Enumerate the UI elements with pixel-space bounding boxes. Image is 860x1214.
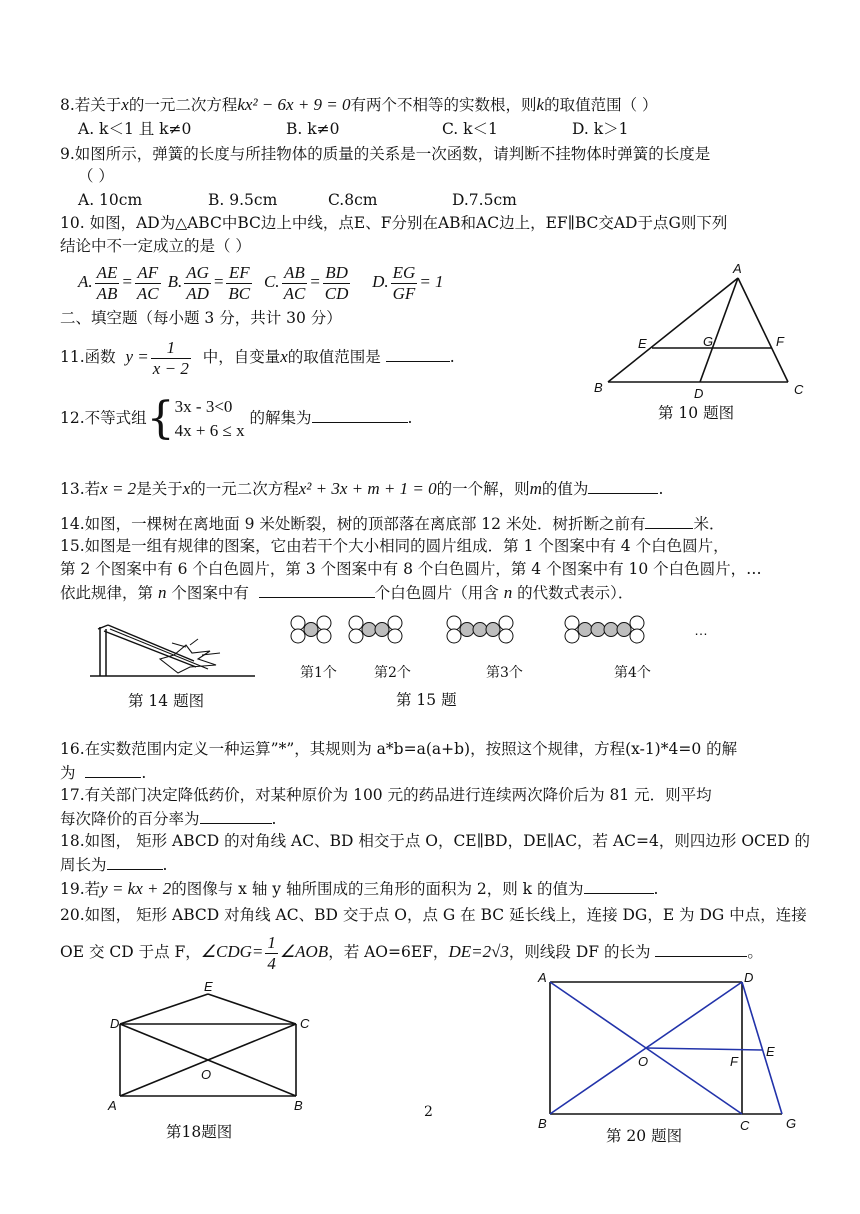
q12-stem: 12.不等式组{ 3x - 3<0 4x + 6 ≤ x 的解集为 . <box>60 393 413 444</box>
q20-point-f: F <box>730 1054 738 1069</box>
q16-answer-blank[interactable] <box>85 762 141 778</box>
q18-point-o: O <box>201 1067 212 1082</box>
q18-point-a: A <box>108 1098 117 1113</box>
q14-broken-tree-figure <box>90 615 260 685</box>
q15-ellipsis: … <box>694 622 708 638</box>
q18-rectangle-figure <box>100 979 320 1113</box>
q13-stem: 13.若x = 2是关于x的一元二次方程x² + 3x + m + 1 = 0的一个解，则m的值为 . <box>60 479 664 498</box>
q15-answer-blank[interactable] <box>259 582 375 598</box>
q15-figure-caption: 第 15 题 <box>396 691 457 709</box>
grey-circle <box>375 623 389 637</box>
grey-circle <box>473 623 487 637</box>
q8-stem: 8.若关于x的一元二次方程kx² − 6x + 9 = 0有两个不相等的实数根，则k的取值范围（ ） <box>60 95 658 114</box>
q10-stem-line2: 结论中不一定成立的是（ ） <box>60 237 251 255</box>
q10-point-b: B <box>594 380 603 395</box>
q12-answer-blank[interactable] <box>312 407 408 423</box>
white-circle <box>349 629 363 643</box>
q9-option-c: C.8cm <box>328 191 378 209</box>
q20-line1: 20.如图， 矩形 ABCD 对角线 AC、BD 交于点 O，点 G 在 BC 延长线上，连接 DG，E 为 DG 中点，连接 <box>60 906 807 924</box>
q8-option-b: B. k≠0 <box>286 120 340 138</box>
q9-stem: 9.如图所示，弹簧的长度与所挂物体的质量的关系是一次函数，请判断不挂物体时弹簧的长度是 <box>60 145 711 163</box>
grey-circle <box>362 623 376 637</box>
grey-circle <box>578 623 592 637</box>
q15-line1: 15.如图是一组有规律的图案，它由若干个大小相同的圆片组成．第 1 个图案中有 4 个白色圆片， <box>60 537 729 555</box>
grey-circle <box>604 623 618 637</box>
q18-line2: 周长为 . <box>60 856 168 874</box>
white-circle <box>291 629 305 643</box>
white-circle <box>499 616 513 630</box>
q8-option-d: D. k＞1 <box>572 120 629 138</box>
grey-circle <box>304 623 318 637</box>
white-circle <box>349 616 363 630</box>
q18-point-d: D <box>110 1016 120 1031</box>
q10-triangle-figure <box>590 262 810 402</box>
q19-answer-blank[interactable] <box>584 878 654 894</box>
section-heading: 二、填空题（每小题 3 分，共计 30 分） <box>60 309 342 327</box>
q15-pattern-label-3: 第3个 <box>486 665 523 681</box>
white-circle <box>447 629 461 643</box>
q10-stem-line1: 10. 如图，AD为△ABC中BC边上中线，点E、F分别在AB和AC边上，EF∥BC交AD于点G则下列 <box>60 214 728 232</box>
q16-line2: 为 . <box>60 764 147 782</box>
white-circle <box>317 616 331 630</box>
q19-stem: 19.若y = kx + 2的图像与 x 轴 y 轴所围成的三角形的面积为 2，则 k 的值为 . <box>60 879 659 898</box>
q10-point-e: E <box>638 336 647 351</box>
q15-line2: 第 2 个图案中有 6 个白色圆片，第 3 个图案中有 8 个白色圆片，第 4 个图案中有 10 个白色圆片，… <box>60 560 762 578</box>
q9-option-b: B. 9.5cm <box>208 191 278 209</box>
q8-equation: kx² − 6x + 9 = 0 <box>237 95 351 114</box>
q20-point-g: G <box>786 1116 797 1131</box>
q20-rectangle-figure <box>530 970 810 1133</box>
q15-line3: 依此规律，第 n 个图案中有 个白色圆片（用含 n 的代数式表示）． <box>60 583 634 602</box>
white-circle <box>447 616 461 630</box>
white-circle <box>499 629 513 643</box>
grey-circle <box>460 623 474 637</box>
q10-figure-caption: 第 10 题图 <box>658 404 735 422</box>
q10-point-c: C <box>794 382 804 397</box>
white-circle <box>388 616 402 630</box>
q20-point-b: B <box>538 1116 547 1131</box>
q15-pattern-label-4: 第4个 <box>614 665 651 681</box>
q15-pattern-label-2: 第2个 <box>374 665 411 681</box>
grey-circle <box>591 623 605 637</box>
q18-answer-blank[interactable] <box>107 854 163 870</box>
white-circle <box>565 616 579 630</box>
q20-line2: OE 交 CD 于点 F，∠CDG= $\frac{1}{4}$ ∠AOB，若 AO=6EF，DE=2√3，则线段 DF 的长为 。 <box>60 932 763 973</box>
q11-answer-blank[interactable] <box>386 346 450 362</box>
q18-point-b: B <box>294 1098 303 1113</box>
q16-line1: 16.在实数范围内定义一种运算”*”，其规则为 a*b=a(a+b)，按照这个规律，方程(x-1)*4=0 的解 <box>60 740 738 758</box>
white-circle <box>317 629 331 643</box>
q10-options: A. $\frac{AE}{AB}$ = $\frac{AF}{AC}$ B. $\frac{AG}{AD}$ = $\frac{EF}{BC}$ C. $\frac{AB}{AC}$ = $\frac{BD}{CD}$ D. $\frac{EG}{GF}$ = 1 <box>78 262 444 303</box>
white-circle <box>630 629 644 643</box>
page-number: 2 <box>424 1104 433 1120</box>
q10-point-g: G <box>703 334 714 349</box>
q20-point-d: D <box>744 970 754 985</box>
q10-point-f: F <box>776 334 784 349</box>
q20-point-a: A <box>538 970 547 985</box>
q8-option-a: A. k＜1 且 k≠0 <box>78 120 192 138</box>
q20-point-o: O <box>638 1054 649 1069</box>
q18-line1: 18.如图， 矩形 ABCD 的对角线 AC、BD 相交于点 O，CE∥BD，DE∥AC，若 AC=4，则四边形 OCED 的 <box>60 832 811 850</box>
q17-answer-blank[interactable] <box>200 808 272 824</box>
q14-answer-blank[interactable] <box>645 513 693 529</box>
q20-figure-caption: 第 20 题图 <box>606 1127 683 1145</box>
q18-point-c: C <box>300 1016 310 1031</box>
q18-point-e: E <box>204 979 213 994</box>
white-circle <box>291 616 305 630</box>
q8-option-c: C. k＜1 <box>442 120 498 138</box>
white-circle <box>630 616 644 630</box>
q10-point-d: D <box>694 386 704 401</box>
white-circle <box>388 629 402 643</box>
q15-pattern-label-1: 第1个 <box>300 665 337 681</box>
white-circle <box>565 629 579 643</box>
q10-point-a: A <box>733 261 742 276</box>
grey-circle <box>486 623 500 637</box>
q20-point-e: E <box>766 1044 775 1059</box>
q9-option-a: A. 10cm <box>78 191 143 209</box>
q13-answer-blank[interactable] <box>588 478 658 494</box>
q18-figure-caption: 第18题图 <box>166 1123 233 1141</box>
q14-figure-caption: 第 14 题图 <box>128 692 205 710</box>
q11-stem: 11.函数 y = $\frac{1}{x - 2}$ 中，自变量x的取值范围是 . <box>60 337 455 378</box>
q17-line1: 17.有关部门决定降低药价，对某种原价为 100 元的药品进行连续两次降价后为 81 元．则平均 <box>60 786 712 804</box>
q9-option-d: D.7.5cm <box>452 191 517 209</box>
q17-line2: 每次降价的百分率为 . <box>60 810 277 828</box>
q9-paren: （ ） <box>78 167 114 185</box>
q20-point-c: C <box>740 1118 750 1133</box>
grey-circle <box>617 623 631 637</box>
q14-stem: 14.如图，一棵树在离地面 9 米处断裂，树的顶部落在离底部 12 米处．树折断之前有 米． <box>60 515 725 533</box>
q20-answer-blank[interactable] <box>655 941 747 957</box>
